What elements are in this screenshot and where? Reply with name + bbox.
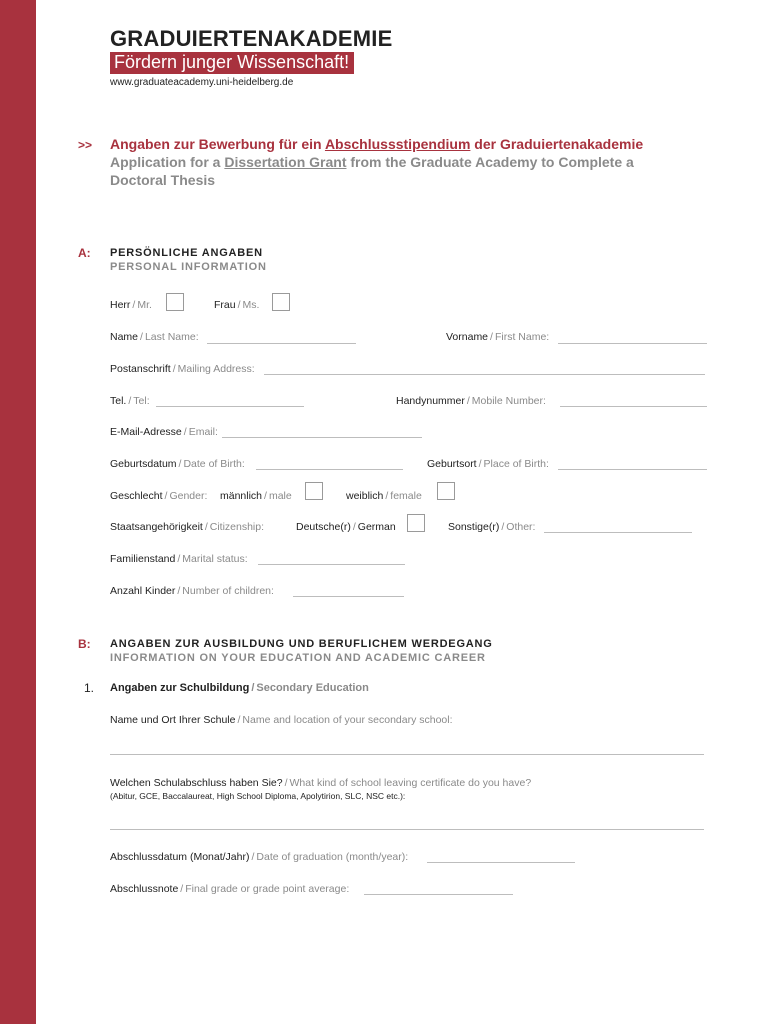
- grade-field[interactable]: [364, 894, 513, 895]
- german-label: Deutsche(r) / German: [296, 521, 396, 533]
- citizenship-label: Staatsangehörigkeit / Citizenship:: [110, 521, 265, 533]
- tel-field[interactable]: [156, 406, 304, 407]
- title-en-part1: Application for a: [110, 154, 225, 170]
- section-b-title-en: INFORMATION ON YOUR EDUCATION AND ACADEMIC CAREER: [110, 652, 486, 664]
- section-a-heading: [110, 246, 267, 274]
- mobile-field[interactable]: [560, 406, 707, 407]
- subsection-1-number: 1.: [84, 681, 95, 695]
- male-checkbox[interactable]: [305, 482, 323, 500]
- title-en-part2: from the Graduate Academy to Complete a: [346, 154, 634, 170]
- other-citizenship-label: Sonstige(r) / Other:: [448, 521, 536, 533]
- email-label: E-Mail-Adresse / Email:: [110, 426, 218, 438]
- school-label: Name und Ort Ihrer Schule / Name and location of your secondary school:: [110, 714, 453, 726]
- brand-logo: [110, 27, 392, 88]
- mr-checkbox[interactable]: [166, 293, 184, 311]
- section-b-marker: B:: [78, 637, 91, 651]
- title-en-link: Dissertation Grant: [224, 154, 347, 170]
- children-field[interactable]: [293, 596, 404, 597]
- gender-label: Geschlecht / Gender:: [110, 490, 208, 502]
- ms-checkbox[interactable]: [272, 293, 290, 311]
- grad-date-label: Abschlussdatum (Monat/Jahr) / Date of graduation (month/year):: [110, 851, 409, 863]
- grade-label: Abschlussnote / Final grade or grade point average:: [110, 883, 350, 895]
- address-label: Postanschrift / Mailing Address:: [110, 363, 255, 375]
- email-field[interactable]: [222, 437, 422, 438]
- title-marker: >>: [78, 138, 93, 152]
- address-field[interactable]: [264, 374, 705, 375]
- school-field[interactable]: [110, 754, 704, 755]
- section-a-marker: A:: [78, 246, 91, 260]
- certificate-label: Welchen Schulabschluss haben Sie? / What kind of school leaving certificate do you have?: [110, 777, 532, 789]
- title-de-link: Abschlussstipendium: [324, 136, 471, 152]
- section-b-title-de: ANGABEN ZUR AUSBILDUNG UND BERUFLICHEM WERDEGANG: [110, 638, 493, 650]
- title-de-part2: der Graduiertenakademie: [470, 136, 644, 152]
- other-citizenship-field[interactable]: [544, 532, 692, 533]
- brand-name: GRADUIERTENAKADEMIE: [110, 26, 393, 51]
- mobile-label: Handynummer / Mobile Number:: [396, 395, 546, 407]
- first-name-label: Vorname / First Name:: [446, 331, 550, 343]
- tel-label: Tel. / Tel:: [110, 395, 150, 407]
- brand-url[interactable]: www.graduateacademy.uni-heidelberg.de: [110, 77, 294, 88]
- section-a-title-de: PERSÖNLICHE ANGABEN: [110, 247, 263, 259]
- first-name-field[interactable]: [558, 343, 707, 344]
- last-name-field[interactable]: [207, 343, 356, 344]
- marital-field[interactable]: [258, 564, 405, 565]
- section-b-heading: [110, 637, 493, 665]
- grad-date-field[interactable]: [427, 862, 575, 863]
- title-de-part1: Angaben zur Bewerbung für ein: [110, 136, 325, 152]
- last-name-label: Name / Last Name:: [110, 331, 199, 343]
- children-label: Anzahl Kinder / Number of children:: [110, 585, 274, 597]
- section-a-title-en: PERSONAL INFORMATION: [110, 261, 267, 273]
- ms-label: Frau / Ms.: [214, 299, 260, 311]
- dob-field[interactable]: [256, 469, 403, 470]
- mr-label: Herr / Mr.: [110, 299, 152, 311]
- title-en-line3: Doctoral Thesis: [110, 172, 216, 188]
- pob-label: Geburtsort / Place of Birth:: [427, 458, 549, 470]
- certificate-field[interactable]: [110, 829, 704, 830]
- german-checkbox[interactable]: [407, 514, 425, 532]
- female-label: weiblich / female: [346, 490, 422, 502]
- subsection-1-title: Angaben zur Schulbildung / Secondary Education: [110, 682, 369, 694]
- pob-field[interactable]: [558, 469, 707, 470]
- brand-slogan: Fördern junger Wissenschaft!: [110, 52, 354, 74]
- certificate-note: (Abitur, GCE, Baccalaureat, High School Diploma, Apolytirion, SLC, NSC etc.):: [110, 791, 406, 801]
- female-checkbox[interactable]: [437, 482, 455, 500]
- dob-label: Geburtsdatum / Date of Birth:: [110, 458, 245, 470]
- side-accent-bar: [0, 0, 36, 1024]
- male-label: männlich / male: [220, 490, 292, 502]
- page-title: [110, 135, 643, 189]
- marital-label: Familienstand / Marital status:: [110, 553, 248, 565]
